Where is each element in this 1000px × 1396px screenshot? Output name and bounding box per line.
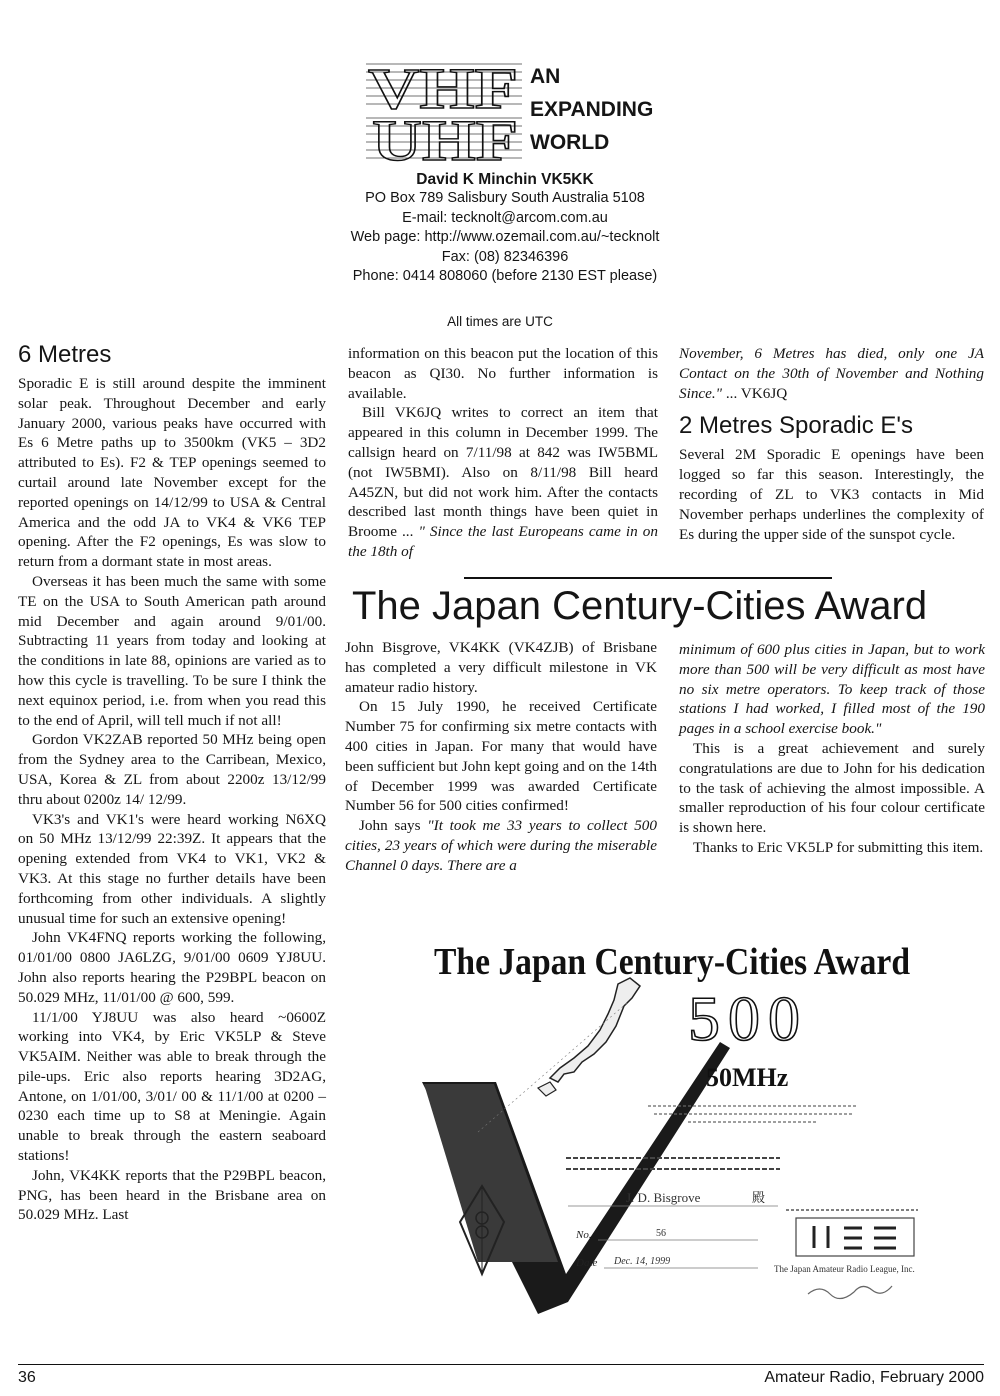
award-certificate-image (418, 922, 978, 1332)
email-address: E-mail: tecknolt@arcom.com.au (402, 209, 608, 226)
japan-map-icon (550, 978, 640, 1082)
certificate-date-label: Date (576, 1257, 598, 1269)
paragraph: Several 2M Sporadic E openings have been logged so far this season. Interestingly, the recording of ZL to VK3 contacts in Mid November perhaps underlines the complexity of Es during the upper side of the sunspot cycle. (679, 446, 984, 543)
quote-text: " Since the last Europeans came in on the 18th of (348, 523, 658, 560)
paragraph: Overseas it has been much the same with some TE on the USA to South American path around mid December and again around 9/01/00. Subtracting 11 years from today and looking at the conditions in late 88, opinions are varied as to how this cycle is travelling. To be sure I think the next equinox period, i.e. from when you read this to the end of April, will tell much if not all! (18, 572, 326, 729)
quote-continuation (679, 344, 984, 403)
paragraph: VK3's and VK1's were heard working N6XQ on 50 MHz 13/12/99 22:39Z. It appears that the opening extended from VK4 to VK1, VK2 & VK3. At this stage no further details have been forthcoming from other individuals. A slightly unusual time for such an extensive opening! (18, 810, 326, 927)
certificate-number: 500 (688, 983, 808, 1054)
certificate-league: The Japan Amateur Radio League, Inc. (774, 1264, 915, 1274)
section-title-2-metres: 2 Metres Sporadic E's (679, 412, 914, 440)
tagline-line: EXPANDING (530, 98, 654, 121)
certificate-band: 50MHz (706, 1063, 789, 1092)
quote-signature: ... VK6JQ (725, 384, 788, 402)
certificate-title: The Japan Century-Cities Award (434, 941, 910, 983)
web-page: Web page: http://www.ozemail.com.au/~tecknolt (350, 229, 660, 246)
section-title-6-metres: 6 Metres (18, 341, 112, 368)
column-tagline (530, 60, 653, 159)
publication-info: Amateur Radio, February 2000 (764, 1369, 984, 1386)
paragraph: On 15 July 1990, he received Certificate Number 75 for confirming six metre contacts with 400 cities in Japan. For many that would have been sufficient but John kept going and on the 14th of December 1999 was awarded Certificate Number 56 for 500 cities confirmed! (345, 698, 657, 815)
paragraph-text: John says (359, 817, 421, 835)
paragraph: This is a great achievement and surely congratulations are due to John for his dedication to the task of achieving the almost impossible. A smaller reproduction of his four colour certificate is shown here. (679, 739, 985, 837)
paragraph: Gordon VK2ZAB reported 50 MHz being open from the Sydney area to the Carribean, Mexico, USA, Korea & ZL from about 2200z 13/12/99 thru about 0200z 14/ 12/99. (18, 731, 326, 808)
paragraph-text: Bill VK6JQ writes to correct an item that appeared in this column in December 1999. The callsign heard on 7/11/98 at 842 was IW5BML (not IW5BMI). Also on 8/11/98 Bill heard A45ZN, but did not work him. After the contacts described last month things have been quiet in Broome ... (348, 404, 658, 541)
article-divider (464, 577, 832, 579)
middle-column (348, 344, 658, 562)
tagline-line: AN (530, 65, 561, 88)
page-number: 36 (18, 1369, 36, 1386)
certificate-no-value: 56 (656, 1228, 666, 1239)
tagline-line: WORLD (530, 131, 610, 154)
logo-text-uhf: UHF (372, 108, 518, 166)
right-column (679, 344, 984, 544)
paragraph: information on this beacon put the location of this beacon as QI30. No further information is available. (348, 345, 658, 402)
paragraph: John VK4FNQ reports working the following, 01/01/00 0800 JA6LZG, 9/01/00 0609 YJ8UU. John also reports hearing the P29BPL beacon on 50.029 MHz, 11/01/00 @ 600, 599. (18, 929, 326, 1006)
paragraph: Sporadic E is still around despite the imminent solar peak. Throughout December and early January 2000, various peaks have occurred with Es 6 Metre paths up to 3500km (VK5 – 3D2 attributed to Es). F2 & TEP openings seemed to curtail around late November except for the reported openings on 14/12/99 to USA & Central America and the odd JA to VK4 & VK6 TEP opening. After the F2 openings, Es was slow to return from a dormant state in most areas. (18, 375, 326, 571)
author-name: David K Minchin VK5KK (416, 171, 594, 188)
quote-continuation (679, 640, 985, 739)
paragraph: 11/1/00 YJ8UU was also heard ~0600Z working into VK4, by Eric VK5LP & Steve VK5AIM. Neither was able to break through the pile-ups. Eric also reports hearing 3D2AG, Antone, on 1/01/00, 3/01/ 00 & 11/1/00 at 0200 –0230 each time up to S8 at Meningie. Again unable to break through the eastern seaboard stations! (18, 1008, 326, 1165)
phone-number: Phone: 0414 808060 (before 2130 EST please) (352, 268, 658, 285)
vhf-uhf-logo (366, 56, 526, 166)
paragraph: John, VK4KK reports that the P29BPL beacon, PNG, has been heard in the Brisbane area on 50.029 MHz. Last (18, 1166, 326, 1224)
fax-number: Fax: (08) 82346396 (441, 248, 569, 265)
award-column-right (679, 640, 985, 858)
quote-text: November, 6 Metres has died, only one JA Contact on the 30th of November and Nothing Since." (679, 345, 984, 402)
footer-divider (18, 1364, 984, 1365)
paragraph (348, 403, 658, 561)
quote-text: minimum of 600 plus cities in Japan, but to work more than 500 will be very difficult as most have no six metre operators. To keep track of those stations I had worked, I filled most of the 190 pages in a school exercise book." (679, 641, 985, 738)
author-contact-block (300, 170, 710, 286)
certificate-signature (808, 1286, 892, 1299)
certificate-no-label: No. (576, 1229, 592, 1241)
times-note: All times are UTC (447, 314, 553, 329)
paragraph: John Bisgrove, VK4KK (VK4ZJB) of Brisbane has completed a very difficult milestone in VK amateur radio history. (345, 639, 657, 696)
six-metres-column (18, 340, 326, 1225)
certificate-date-value: Dec. 14, 1999 (614, 1256, 671, 1267)
award-column-left (345, 638, 657, 876)
logo-text-vhf: VHF (368, 56, 518, 121)
paragraph: Thanks to Eric VK5LP for submitting this item. (693, 838, 984, 856)
award-article-title: The Japan Century-Cities Award (352, 584, 928, 628)
quote-text: "It took me 33 years to collect 500 cities, 23 years of which were during the miserable Channel 0 days. There are a (345, 817, 657, 874)
paragraph (345, 816, 657, 875)
postal-address: PO Box 789 Salisbury South Australia 5108 (365, 190, 645, 207)
certificate-honorific: 殿 (752, 1191, 766, 1206)
certificate-recipient-name: J. D. Bisgrove (626, 1190, 701, 1205)
